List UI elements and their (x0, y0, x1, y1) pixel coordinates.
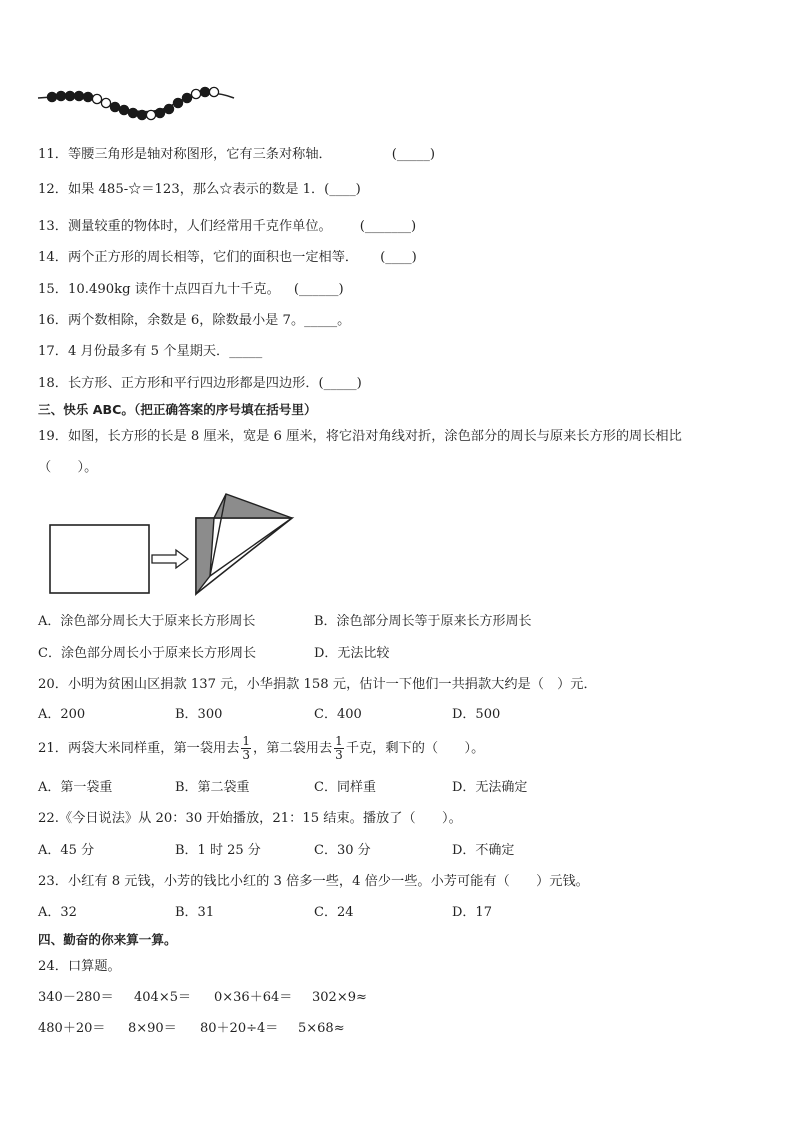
bead (164, 104, 173, 113)
fraction-1: $\frac{1}{3}$ (242, 734, 251, 762)
bead (182, 93, 191, 102)
question-19: 19．如图，长方形的长是 8 厘米，宽是 6 厘米，将它沿对角线对折，涂色部分的周长与原来长方形的周长相比 (38, 429, 682, 444)
q20-option-c: C．400 (314, 707, 362, 722)
bead (65, 91, 74, 100)
fraction-2: $\frac{1}{3}$ (335, 734, 343, 762)
q20-option-d: D．500 (452, 707, 501, 722)
question-14: 14．两个正方形的周长相等，它们的面积也一定相等． (____) (38, 250, 417, 265)
q19-option-b: B．涂色部分周长等于原来长方形周长 (314, 614, 532, 629)
question-19-paren: （ ）。 (38, 460, 98, 475)
question-20: 20．小明为贫困山区捐款 137 元，小华捐款 158 元，估计一下他们一共捐款大约是（ ）元． (38, 677, 597, 692)
question-24: 24．口算题。 (38, 959, 121, 974)
question-16: 16．两个数相除，余数是 6，除数最小是 7。_____。 (38, 313, 351, 328)
q19-option-c: C．涂色部分周长小于原来长方形周长 (38, 646, 256, 661)
calc-row1-3: 0×36＋64＝ (214, 990, 293, 1005)
q22-option-b: B．1 时 25 分 (175, 843, 261, 858)
bead (137, 110, 146, 119)
q21-option-b: B．第二袋重 (175, 780, 250, 795)
rectangle-shape (50, 525, 149, 593)
bead (74, 91, 83, 100)
calc-row1-2: 404×5＝ (134, 990, 191, 1005)
bead (155, 108, 164, 117)
section-3-title: 三、快乐 ABC。（把正确答案的序号填在括号里） (38, 402, 317, 417)
arrow-shape (152, 550, 188, 568)
bead-string-image (34, 82, 240, 128)
q19-option-d: D．无法比较 (314, 646, 390, 661)
question-18: 18．长方形、正方形和平行四边形都是四边形．(_____) (38, 376, 362, 391)
q21-option-d: D．无法确定 (452, 780, 528, 795)
q23-option-b: B．31 (175, 905, 215, 920)
q22-option-c: C．30 分 (314, 843, 371, 858)
bead (146, 110, 155, 119)
question-12: 12．如果 485-☆＝123，那么☆表示的数是 1．(____) (38, 182, 361, 197)
q23-option-d: D．17 (452, 905, 492, 920)
q22-option-d: D．不确定 (452, 843, 515, 858)
q23-option-a: A．32 (38, 905, 77, 920)
question-23: 23．小红有 8 元钱，小芳的钱比小红的 3 倍多一些，4 倍少一些。小芳可能有（ ）元钱。 (38, 874, 589, 889)
question-13: 13．测量较重的物体时，人们经常用千克作单位。 (_______) (38, 219, 417, 234)
section-4-title: 四、勤奋的你来算一算。 (38, 932, 177, 947)
bead (47, 92, 56, 101)
calc-row1-4: 302×9≈ (312, 990, 367, 1005)
bead (110, 102, 119, 111)
question-21: 21．两袋大米同样重，第一袋用去 $\frac{1}{3}$ ，第二袋用去 $\frac{1}{3}$ 千克，剩下的（ ）。 (38, 734, 485, 762)
bead (209, 87, 218, 96)
q19-option-a: A．涂色部分周长大于原来长方形周长 (38, 614, 256, 629)
calc-row2-3: 80＋20÷4＝ (200, 1021, 279, 1036)
bead (119, 105, 128, 114)
q23-option-c: C．24 (314, 905, 354, 920)
q20-option-a: A．200 (38, 707, 86, 722)
bead (83, 92, 92, 101)
bead (56, 91, 65, 100)
calc-row2-1: 480＋20＝ (38, 1021, 106, 1036)
bead (200, 87, 209, 96)
bead (191, 89, 200, 98)
bead (173, 98, 182, 107)
bead (101, 98, 110, 107)
question-15: 15．10.490kg 读作十点四百九十千克。 (______) (38, 282, 344, 297)
bead (128, 108, 137, 117)
calc-row1-1: 340－280＝ (38, 990, 114, 1005)
question-11: 11．等腰三角形是轴对称图形，它有三条对称轴． (_____) (38, 147, 435, 162)
q21-option-a: A．第一袋重 (38, 780, 113, 795)
calc-row2-2: 8×90＝ (128, 1021, 177, 1036)
question-22: 22.《今日说法》从 20：30 开始播放，21：15 结束。播放了（ ）。 (38, 811, 462, 826)
question-17: 17．4 月份最多有 5 个星期天．_____ (38, 344, 263, 359)
q22-option-a: A．45 分 (38, 843, 95, 858)
fold-figure (46, 488, 306, 600)
bead (92, 94, 101, 103)
q20-option-b: B．300 (175, 707, 223, 722)
q21-option-c: C．同样重 (314, 780, 376, 795)
calc-row2-4: 5×68≈ (298, 1021, 345, 1036)
